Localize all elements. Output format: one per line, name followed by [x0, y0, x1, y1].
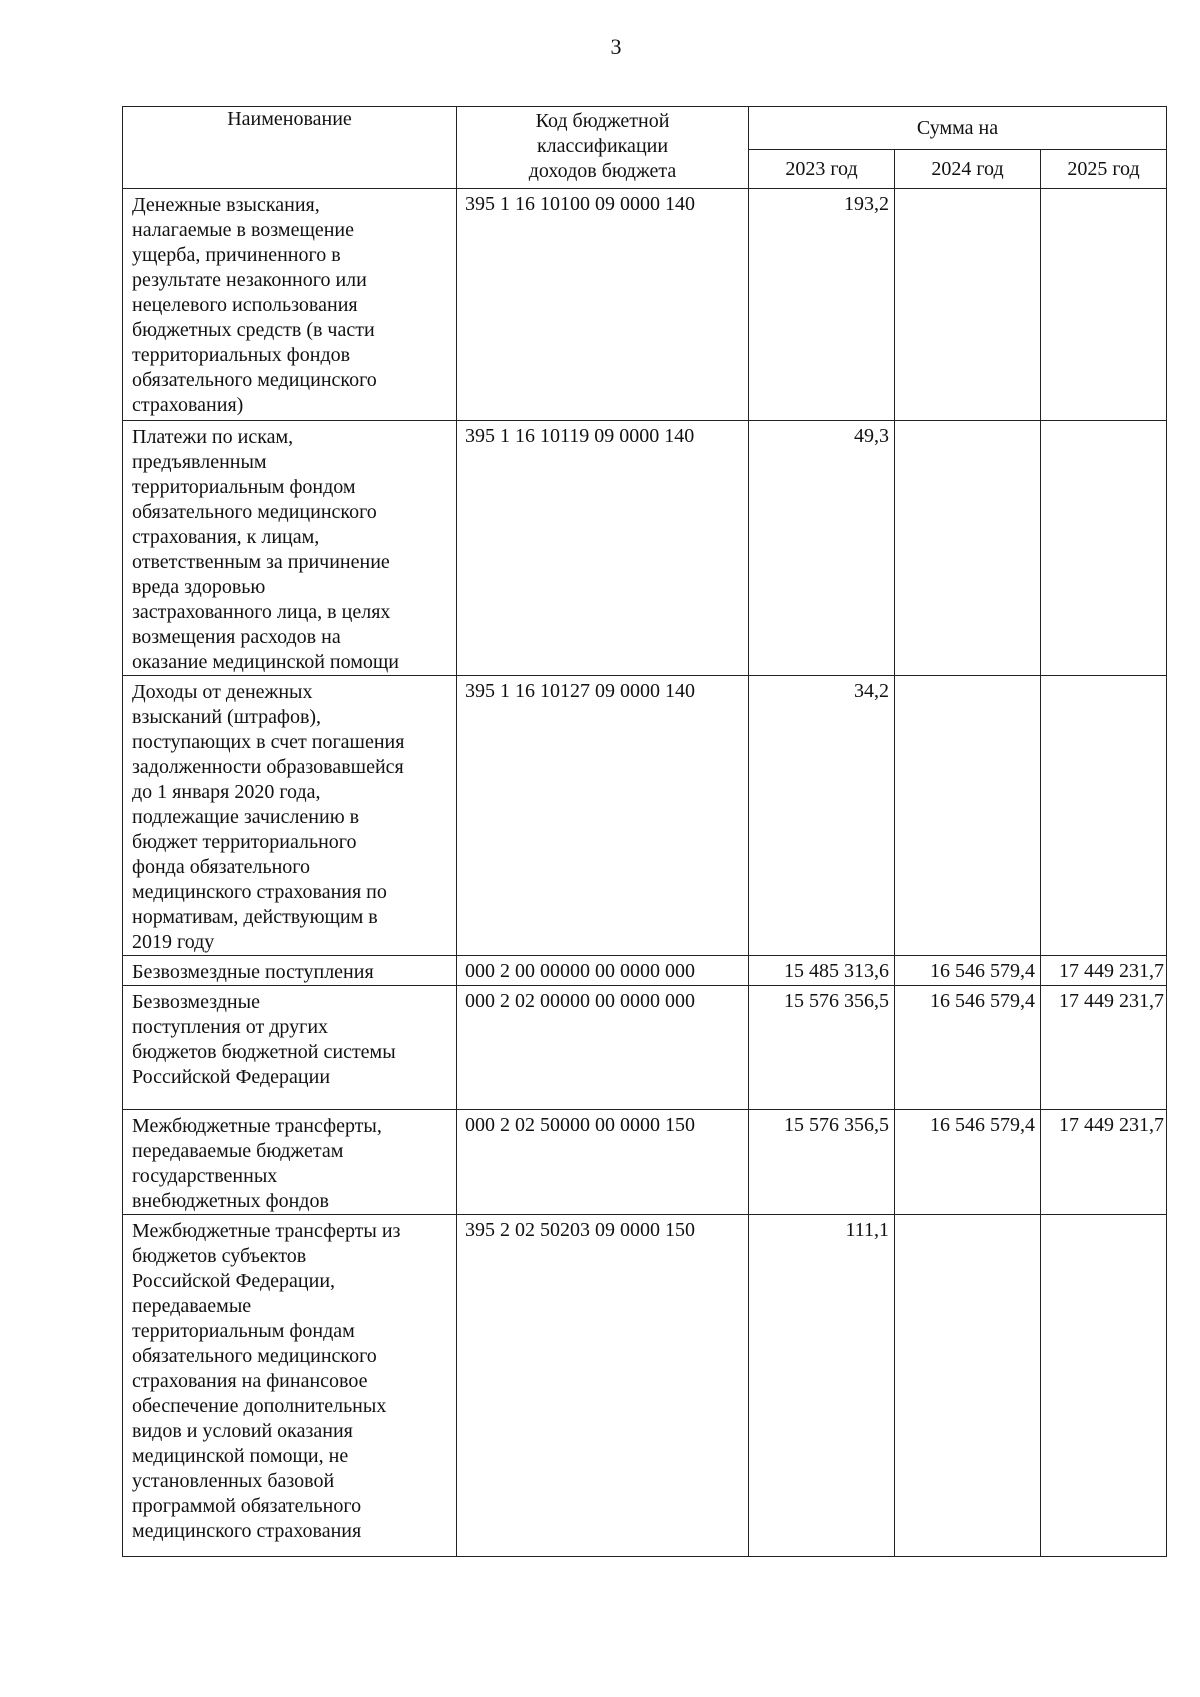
table-row: [123, 189, 1167, 421]
table-row: [123, 676, 1167, 956]
header-name: Наименование: [123, 107, 457, 189]
header-code: Код бюджетной классификации доходов бюджета: [457, 107, 749, 189]
row-value-2023: 49,3: [749, 421, 895, 676]
row-value-2023: 34,2: [749, 676, 895, 956]
header-year-2023: 2023 год: [749, 150, 895, 189]
row-value-2025: [1041, 421, 1167, 676]
row-value-2025: 17 449 231,7: [1041, 986, 1167, 1110]
row-code: 395 2 02 50203 09 0000 150: [457, 1215, 749, 1557]
row-value-2025: [1041, 189, 1167, 421]
row-name: Межбюджетные трансферты, передаваемые бюджетам государственных внебюджетных фондов: [123, 1110, 457, 1215]
row-code: 000 2 02 50000 00 0000 150: [457, 1110, 749, 1215]
row-value-2024: 16 546 579,4: [895, 956, 1041, 986]
row-value-2024: [895, 189, 1041, 421]
table-row: [123, 421, 1167, 676]
row-value-2025: 17 449 231,7: [1041, 1110, 1167, 1215]
table-row: [123, 1215, 1167, 1557]
row-value-2024: [895, 421, 1041, 676]
header-sum: Сумма на: [749, 107, 1167, 150]
row-value-2023: 15 485 313,6: [749, 956, 895, 986]
row-code: 395 1 16 10127 09 0000 140: [457, 676, 749, 956]
row-value-2023: 15 576 356,5: [749, 986, 895, 1110]
row-value-2023: 15 576 356,5: [749, 1110, 895, 1215]
row-value-2024: [895, 676, 1041, 956]
row-code: 395 1 16 10100 09 0000 140: [457, 189, 749, 421]
page-number: 3: [610, 34, 622, 59]
row-name: Денежные взыскания, налагаемые в возмещение ущерба, причиненного в результате незаконного или нецелевого использования бюджетных средств (в части территориальных фондов обязательного медицинского страхования): [123, 189, 457, 421]
table-row: [123, 1110, 1167, 1215]
row-name: Безвозмездные поступления: [123, 956, 457, 986]
row-name: Межбюджетные трансферты из бюджетов субъектов Российской Федерации, передаваемые территориальным фондам обязательного медицинского страхования на финансовое обеспечение дополнительных видов и условий оказания медицинской помощи, не установленных базовой программой обязательного медицинского страхования: [123, 1215, 457, 1557]
row-code: 000 2 02 00000 00 0000 000: [457, 986, 749, 1110]
row-name: Доходы от денежных взысканий (штрафов), поступающих в счет погашения задолженности образовавшейся до 1 января 2020 года, подлежащие зачислению в бюджет территориального фонда обязательного медицинского страхования по нормативам, действующим в 2019 году: [123, 676, 457, 956]
row-code: 395 1 16 10119 09 0000 140: [457, 421, 749, 676]
header-year-2024: 2024 год: [895, 150, 1041, 189]
row-value-2025: [1041, 676, 1167, 956]
row-code: 000 2 00 00000 00 0000 000: [457, 956, 749, 986]
row-value-2023: 111,1: [749, 1215, 895, 1557]
budget-revenue-table: [122, 106, 1167, 1557]
table-row: [123, 956, 1167, 986]
table-row: [123, 986, 1167, 1110]
row-name: Платежи по искам, предъявленным территориальным фондом обязательного медицинского страхования, к лицам, ответственным за причинение вреда здоровью застрахованного лица, в целях возмещения расходов на оказание медицинской помощи: [123, 421, 457, 676]
row-value-2023: 193,2: [749, 189, 895, 421]
row-value-2025: [1041, 1215, 1167, 1557]
row-value-2024: 16 546 579,4: [895, 986, 1041, 1110]
row-value-2024: [895, 1215, 1041, 1557]
row-name: Безвозмездные поступления от других бюджетов бюджетной системы Российской Федерации: [123, 986, 457, 1110]
row-value-2024: 16 546 579,4: [895, 1110, 1041, 1215]
row-value-2025: 17 449 231,7: [1041, 956, 1167, 986]
header-year-2025: 2025 год: [1041, 150, 1167, 189]
